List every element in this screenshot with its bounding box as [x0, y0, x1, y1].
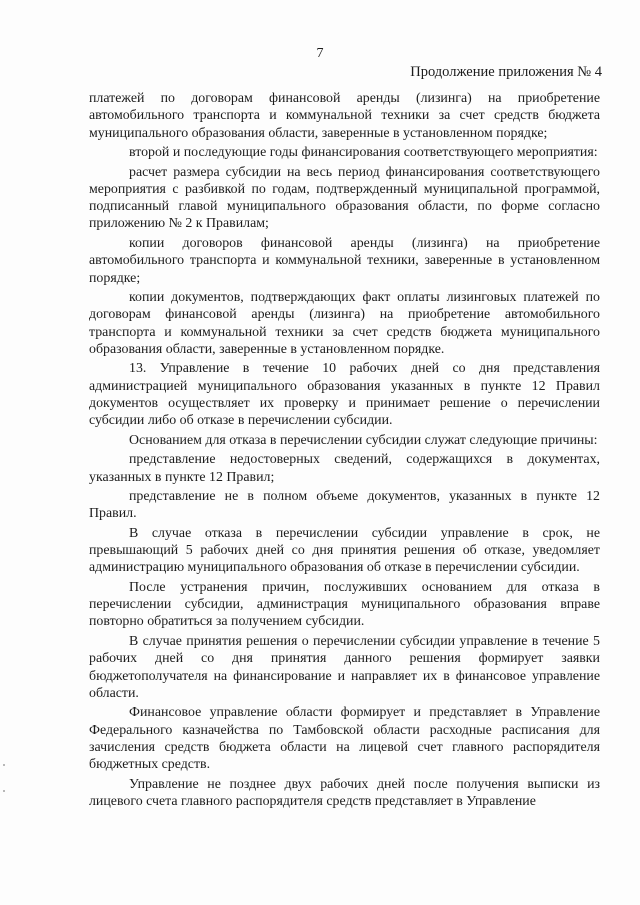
- paragraph-account-statement: Управление не позднее двух рабочих дней после получения выписки из лицевого счета главного распорядителя средств представляет в Управление: [89, 776, 600, 810]
- paragraph-payment-proof-copies: копии документов, подтверждающих факт оплаты лизинговых платежей по договорам финансовой аренды (лизинга) на приобретение автомобильного транспорта и коммунальной техники за счет средств бюджета муниципального образования области, заверенные в установленном порядке.: [89, 290, 600, 357]
- scan-edge-mark: [3, 790, 5, 792]
- paragraph-refusal-incomplete-docs: представление не в полном объеме документов, указанных в пункте 12 Правил.: [89, 489, 600, 522]
- paragraph-subsidy-calculation: расчет размера субсидии на весь период финансирования соответствующего мероприятия с разбивкой по годам, подтвержденный муниципальной программой, подписанный главой муниципального образования области, по форме согласно приложению № 2 к Правилам;: [89, 164, 600, 232]
- paragraph-refusal-grounds: Основанием для отказа в перечислении субсидии служат следующие причины:: [129, 432, 598, 448]
- paragraph-subsequent-years-heading: второй и последующие годы финансирования соответствующего мероприятия:: [129, 145, 598, 161]
- scan-edge-mark: [3, 764, 5, 766]
- paragraph-finance-department: Финансовое управление области формирует и представляет в Управление Федерального казначейства по Тамбовской области расходные расписания для зачисления средств бюджета области на лицевой счет главного распорядителя бюджетных средств.: [89, 705, 600, 773]
- paragraph-lease-payment-copies-first-year: платежей по договорам финансовой аренды (лизинга) на приобретение автомобильного транспорта и коммунальной техники за счет средств бюджета муниципального образования области, заверенные в установленном порядке;: [89, 91, 600, 141]
- paragraph-reapplication: После устранения причин, послуживших основанием для отказа в перечислении субсидии, администрация муниципального образования вправе повторно обратиться за получением субсидии.: [89, 579, 600, 630]
- page-number: 7: [316, 46, 324, 61]
- paragraph-transfer-decision: В случае принятия решения о перечислении субсидии управление в течение 5 рабочих дней со дня принятия данного решения формирует заявки бюджетополучателя на финансирование и направляет их в финансовое управление области.: [89, 633, 600, 701]
- paragraph-clause-13: 13. Управление в течение 10 рабочих дней со дня представления администрацией муниципального образования указанных в пункте 12 Правил документов осуществляет их проверку и принимает решение о перечислении субсидии либо об отказе в перечислении субсидии.: [89, 361, 600, 429]
- document-body: [89, 90, 600, 813]
- paragraph-refusal-false-info: представление недостоверных сведений, содержащихся в документах, указанных в пункте 12 Правил;: [89, 452, 600, 485]
- paragraph-refusal-notification: В случае отказа в перечислении субсидии управление в срок, не превышающий 5 рабочих дней со дня принятия решения об отказе, уведомляет администрацию муниципального образования об отказе в перечислении субсидии.: [89, 525, 600, 576]
- appendix-continuation-note: Продолжение приложения № 4: [410, 64, 602, 80]
- paragraph-lease-agreement-copies: копии договоров финансовой аренды (лизинга) на приобретение автомобильного транспорта и коммунальной техники, заверенные в установленном порядке;: [89, 235, 600, 286]
